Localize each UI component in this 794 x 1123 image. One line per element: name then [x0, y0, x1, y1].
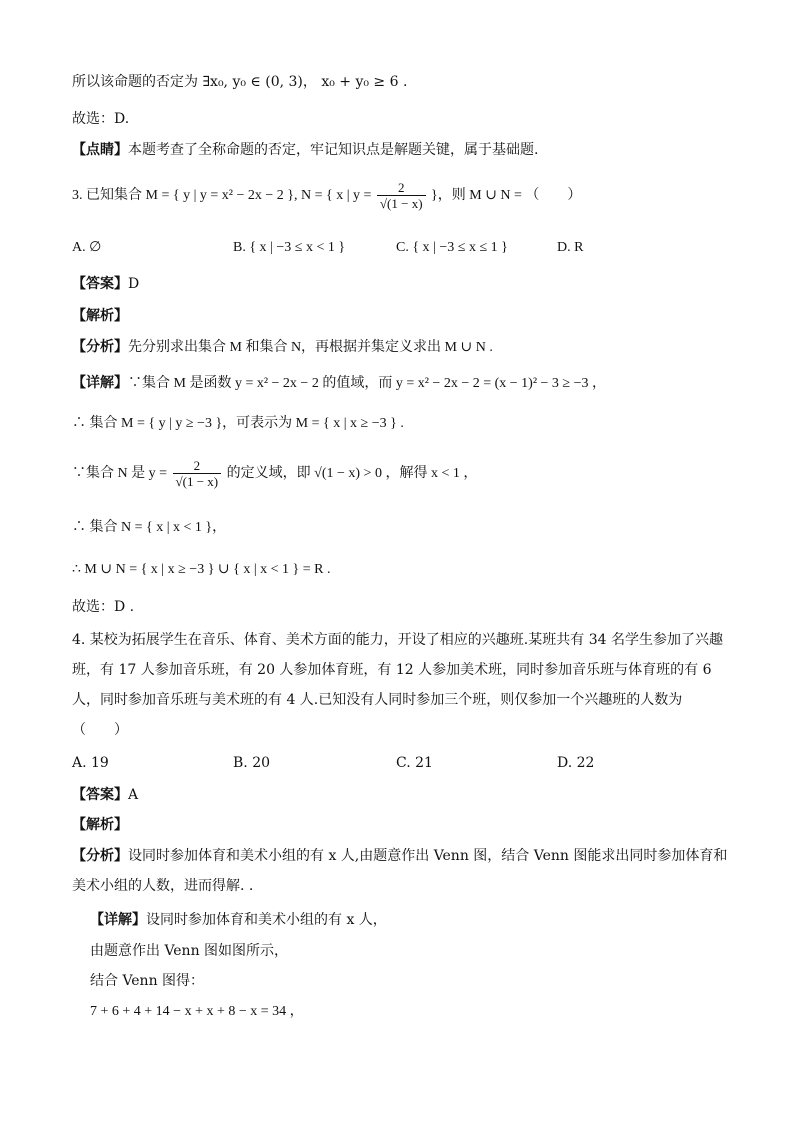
solution-step-4: ∴ M ∪ N = { x | x ≥ −3 } ∪ { x | x < 1 } = R .	[72, 562, 331, 577]
question-4-line-2: 班，有 17 人参加音乐班，有 20 人参加体育班，有 12 人参加美术班，同时参加音乐班与体育班的有 6	[72, 662, 712, 678]
dianjing-text: 本题考查了全称命题的否定，牢记知识点是解题关键，属于基础题.	[128, 142, 539, 158]
q3-prefix: 3. 已知集合 M = { y | y = x² − 2x − 2 }, N = { x | y =	[72, 188, 375, 203]
xiangjie-line-1	[72, 374, 754, 394]
s2-fraction	[173, 458, 222, 489]
answer-line-1	[72, 274, 754, 294]
q3-fraction-num: 2	[377, 180, 426, 196]
negation-statement: 所以该命题的否定为 ∃x₀, y₀ ∈ (0, 3)， x₀ + y₀ ≥ 6 .	[72, 74, 408, 90]
q3-option-c: C. { x | −3 ≤ x ≤ 1 }	[396, 240, 508, 255]
q3-suffix: }，则 M ∪ N = （ ）	[427, 188, 582, 203]
question-4-line-1: 4. 某校为拓展学生在音乐、体育、美术方面的能力，开设了相应的兴趣班.某班共有 34 名学生参加了兴趣	[72, 632, 723, 648]
analysis-tag-1: 【解析】	[72, 308, 128, 324]
answer-line-2	[72, 785, 754, 805]
xiangjie-tag-2: 【详解】	[90, 912, 146, 928]
dianjing-tag: 【点睛】	[72, 142, 128, 158]
solution-step-1: ∴ 集合 M = { y | y ≥ −3 }，可表示为 M = { x | x ≥ −3 } .	[72, 416, 404, 431]
s2-fraction-den: √(1 − x)	[175, 474, 219, 490]
answer-value-2: A	[128, 787, 139, 803]
xiangjie-line-2	[90, 910, 754, 930]
s2-suffix: 的定义域，即 √(1 − x) > 0 ，解得 x < 1 ，	[223, 466, 478, 481]
q3-option-b: B. { x | −3 ≤ x < 1 }	[233, 240, 346, 255]
xiangjie-text-2: 设同时参加体育和美术小组的有 x 人，	[146, 912, 387, 928]
fenxi-text-2a: 设同时参加体育和美术小组的有 x 人,由题意作出 Venn 图，结合 Venn 图能求出同时参加体育和	[128, 848, 728, 864]
xiangjie-text-1: ∵集合 M 是函数 y = x² − 2x − 2 的值域，而 y = x² − 2x − 2 = (x − 1)² − 3 ≥ −3 ，	[128, 376, 607, 391]
fenxi-line-1	[72, 338, 754, 358]
answer-value-1: D	[128, 276, 140, 292]
question-4-line-4: （ ）	[72, 722, 128, 738]
venn-equation: 7 + 6 + 4 + 14 − x + x + 8 − x = 34 ，	[90, 1004, 304, 1019]
solution-step-3: ∴ 集合 N = { x | x < 1 }，	[72, 520, 227, 535]
q3-fraction	[377, 180, 426, 211]
choice-line-1: 故选：D.	[72, 111, 130, 127]
fenxi-line-2b: 美术小组的人数，进而得解. .	[72, 878, 254, 894]
fenxi-tag-1: 【分析】	[72, 340, 128, 355]
venn-result-label: 结合 Venn 图得：	[90, 973, 205, 989]
q3-option-d: D. R	[557, 240, 584, 255]
q4-option-d: D. 22	[557, 755, 595, 771]
solution-step-2	[72, 456, 754, 492]
fenxi-line-2a	[72, 846, 754, 866]
question-3	[72, 178, 754, 214]
s2-prefix: ∵集合 N 是 y =	[72, 466, 171, 481]
answer-tag-1: 【答案】	[72, 276, 128, 292]
venn-intro: 由题意作出 Venn 图如图所示，	[90, 943, 289, 959]
answer-tag-2: 【答案】	[72, 787, 128, 803]
analysis-tag-2: 【解析】	[72, 817, 128, 833]
q3-fraction-den: √(1 − x)	[379, 196, 423, 212]
xiangjie-tag-1: 【详解】	[72, 376, 128, 391]
question-4-line-3: 人，同时参加音乐班与美术班的有 4 人.已知没有人同时参加三个班，则仅参加一个兴趣班的人数为	[72, 692, 683, 708]
q4-option-a: A. 19	[72, 755, 109, 771]
s2-fraction-num: 2	[173, 458, 222, 474]
fenxi-tag-2: 【分析】	[72, 848, 128, 864]
choice-line-2: 故选：D .	[72, 599, 135, 615]
q4-option-c: C. 21	[396, 755, 433, 771]
q4-option-b: B. 20	[233, 755, 271, 771]
q3-option-a: A. ∅	[72, 240, 102, 255]
fenxi-text-1: 先分别求出集合 M 和集合 N，再根据并集定义求出 M ∪ N .	[128, 340, 493, 355]
dianjing-line	[72, 140, 754, 160]
